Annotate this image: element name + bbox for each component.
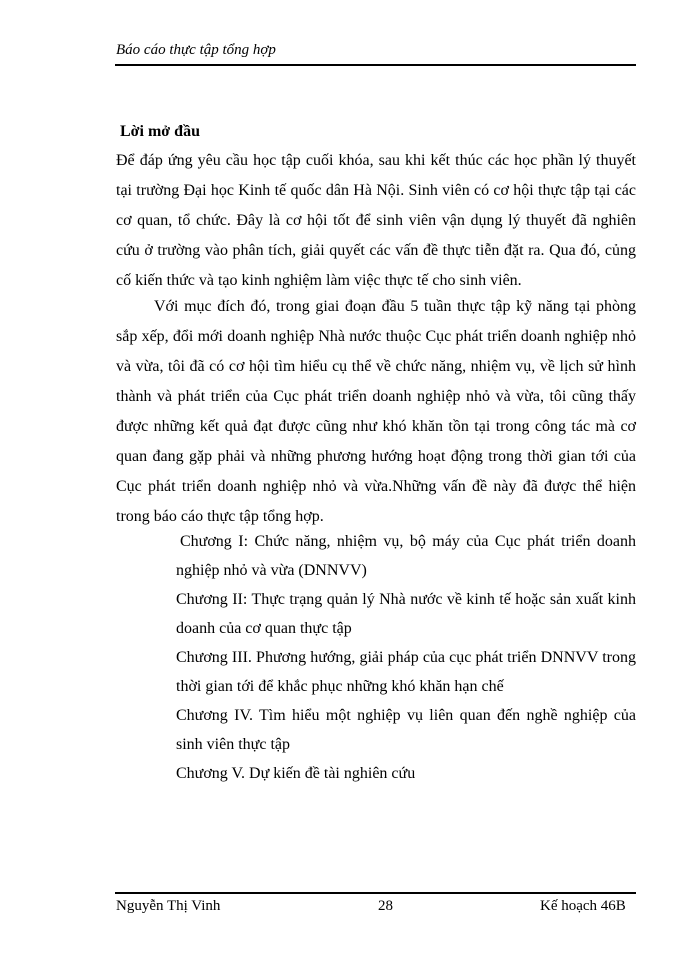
chapter-item: Chương II: Thực trạng quản lý Nhà nước về kinh tế hoặc sản xuất kinh doanh của cơ quan thực tập	[176, 591, 636, 637]
chapter-list	[176, 527, 636, 788]
section-heading: Lời mở đầu	[120, 123, 200, 140]
page-number: 28	[378, 898, 393, 914]
paragraph-purpose: Với mục đích đó, trong giai đoạn đầu 5 tuần thực tập kỹ năng tại phòng sắp xếp, đổi mới doanh nghiệp Nhà nước thuộc Cục phát triển doanh nghiệp nhỏ và vừa, tôi đã có cơ hội tìm hiểu cụ thể về chức năng, nhiệm vụ, về lịch sử hình thành và phát triển của Cục phát triển doanh nghiệp nhỏ và vừa, tôi cũng thấy được những kết quả đạt được cũng như khó khăn tồn tại trong công tác mà cơ quan đang gặp phải và những phương hướng hoạt động trong thời gian tới của Cục phát triển doanh nghiệp nhỏ và vừa.Những vấn đề này đã được thể hiện trong báo cáo thực tập tổng hợp.	[116, 298, 636, 525]
footer-author: Nguyễn Thị Vinh	[116, 898, 221, 914]
footer-class: Kế hoạch 46B	[540, 898, 626, 914]
chapter-item: Chương I: Chức năng, nhiệm vụ, bộ máy của Cục phát triển doanh nghiệp nhỏ và vừa (DNNVV)	[176, 533, 636, 579]
chapter-item: Chương III. Phương hướng, giải pháp của cục phát triển DNNVV trong thời gian tới để khắc phục những khó khăn hạn chế	[176, 649, 636, 695]
chapter-item: Chương IV. Tìm hiểu một nghiệp vụ liên quan đến nghề nghiệp của sinh viên thực tập	[176, 707, 636, 753]
header-divider	[115, 64, 636, 66]
header-title: Báo cáo thực tập tổng hợp	[116, 42, 276, 58]
paragraph-intro: Để đáp ứng yêu cầu học tập cuối khóa, sau khi kết thúc các học phần lý thuyết tại trường Đại học Kinh tế quốc dân Hà Nội. Sinh viên có cơ hội thực tập tại các cơ quan, tổ chức. Đây là cơ hội tốt để sinh viên vận dụng lý thuyết đã nghiên cứu ở trường vào phân tích, giải quyết các vấn đề thực tiễn đặt ra. Qua đó, củng cố kiến thức và tạo kinh nghiệm làm việc thực tế cho sinh viên.	[116, 152, 636, 289]
chapter-item: Chương V. Dự kiến đề tài nghiên cứu	[176, 765, 416, 782]
footer-divider	[115, 892, 636, 894]
